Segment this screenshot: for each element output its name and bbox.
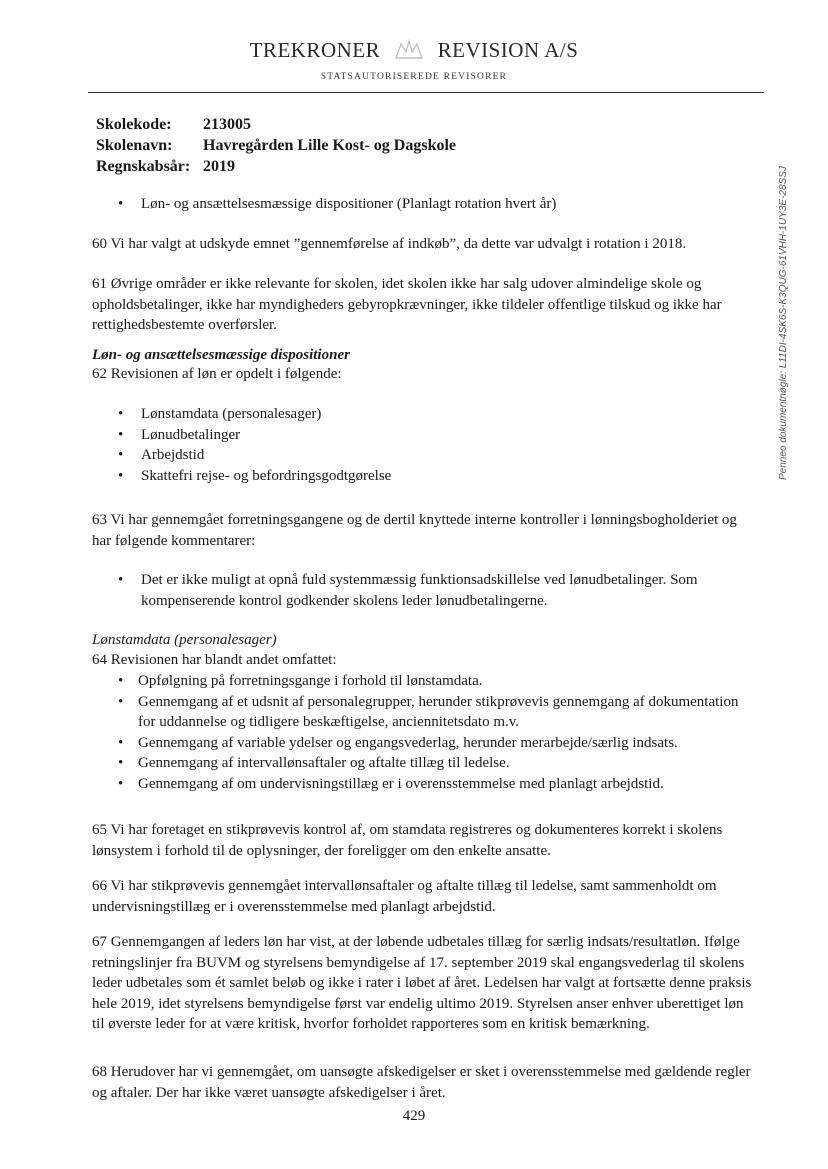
section-heading-loen: Løn- og ansættelsesmæssige dispositioner [92, 347, 350, 363]
paragraph-61 [92, 274, 752, 336]
list-item: • Gennemgang af et udsnit af personalegrupper, herunder stikprøvevis gennemgang af dokumentation for uddannelse og tidligere beskæftigelse, anciennitetsdato m.v. [118, 692, 758, 733]
letterhead-title [0, 38, 828, 63]
list-62 [118, 404, 758, 486]
paragraph-text: 64 Revisionen har blandt andet omfattet: [92, 652, 337, 668]
paragraph-text: 62 Revisionen af løn er opdelt i følgende: [92, 366, 342, 382]
list-item: • Opfølgning på forretningsgange i forhold til lønstamdata. [118, 671, 758, 692]
paragraph-66 [92, 876, 752, 917]
top-bullet-list [118, 194, 758, 215]
paragraph-text: 60 Vi har valgt at udskyde emnet ”gennemførelse af indkøb”, da dette var udvalgt i rotation i 2018. [92, 236, 687, 252]
info-label: Regnskabsår: [96, 158, 191, 175]
paragraph-text: 65 Vi har foretaget en stikprøvevis kontrol af, om stamdata registreres og dokumenteres korrekt i skolens lønsystem i forhold til de oplysninger, der foreligger om den enkelte ansatte. [92, 822, 723, 859]
letterhead-subtitle: STATSAUTORISEREDE REVISORER [320, 72, 508, 82]
list-item: • Gennemgang af variable ydelser og engangsvederlag, herunder merarbejde/særlig indsats. [118, 733, 758, 754]
list-item: • Lønstamdata (personalesager) [118, 404, 758, 425]
page-number: 429 [402, 1108, 426, 1124]
penneo-document-key: Penneo dokumentnøgle: L11DI-4SK6S-K3QUG-61VHH-1UY3E-28SSJ [778, 166, 789, 480]
list-item: • Arbejdstid [118, 445, 758, 466]
list-item: • Lønudbetalinger [118, 425, 758, 446]
info-row-skolenavn [96, 135, 456, 156]
list-item: • Det er ikke muligt at opnå fuld systemmæssig funktionsadskillelse ved lønudbetalinger. Som kompenserende kontrol godkender skolens leder lønudbetalingerne. [118, 570, 758, 611]
paragraph-64 [92, 650, 752, 671]
paragraph-text: 63 Vi har gennemgået forretningsgangene og de dertil knyttede interne kontroller i lønningsbogholderiet og har følgende kommentarer: [92, 512, 737, 549]
list-item: • Gennemgang af intervallønsaftaler og aftalte tillæg til ledelse. [118, 753, 758, 774]
paragraph-62 [92, 364, 752, 385]
info-label: Skolenavn: [96, 137, 173, 154]
paragraph-67 [92, 932, 752, 1035]
info-label: Skolekode: [96, 116, 172, 133]
paragraph-text: 66 Vi har stikprøvevis gennemgået intervallønsaftaler og aftalte tillæg til ledelse, samt sammenholdt om undervisningstillæg er i overensstemmelse med planlagt arbejdstid. [92, 878, 717, 915]
paragraph-text: 67 Gennemgangen af leders løn har vist, at der løbende udbetales tillæg for særlig indsats/resultatløn. Ifølge retningslinjer fra BUVM og styrelsens bemyndigelse af 17. september 2019 skal engangsvederlag til skolens leder udbetales som ét samlet beløb og ikke i rater i løbet af året. Ledelsen har valgt at fortsætte denne praksis hele 2019, idet styrelsens bemyndigelse først var endelig ultimo 2019. Styrelsen anser enhver uberettiget løn til øverste leder for at være kritisk, hvorfor forholdet rapporteres som en kritisk bemærkning. [92, 934, 752, 1032]
letterhead-right: REVISION A/S [437, 38, 579, 62]
crown-logo-icon [392, 38, 426, 60]
list-64 [118, 671, 758, 794]
list-item: • Gennemgang af om undervisningstillæg er i overensstemmelse med planlagt arbejdstid. [118, 774, 758, 795]
paragraph-text: 68 Herudover har vi gennemgået, om uansøgte afskedigelser er sket i overensstemmelse med gældende regler og aftaler. Der har ikke været uansøgte afskedigelser i året. [92, 1064, 751, 1101]
paragraph-63 [92, 510, 752, 551]
info-value: 213005 [203, 116, 251, 133]
list-63 [118, 570, 758, 611]
info-value: 2019 [203, 158, 235, 175]
list-item: • Skattefri rejse- og befordringsgodtgørelse [118, 466, 758, 487]
paragraph-65 [92, 820, 752, 861]
info-row-regnskabsaar [96, 156, 456, 177]
paragraph-text: 61 Øvrige områder er ikke relevante for skolen, idet skolen ikke har salg udover almindelige skole og opholdsbetalinger, ikke har myndigheders gebyropkrævninger, ikke tildeler offentlige tilskud og ikke har rettighedsbestemte overførsler. [92, 276, 722, 333]
paragraph-68 [92, 1062, 752, 1103]
section-heading-stamdata: Lønstamdata (personalesager) [92, 632, 277, 648]
info-value: Havregården Lille Kost- og Dagskole [203, 137, 457, 154]
list-item: • Løn- og ansættelsesmæssige dispositioner (Planlagt rotation hvert år) [118, 194, 758, 215]
school-info [96, 114, 456, 177]
letterhead-left: TREKRONER [249, 38, 381, 62]
info-row-skolekode [96, 114, 456, 135]
paragraph-60 [92, 234, 752, 255]
letterhead-divider [88, 92, 764, 93]
